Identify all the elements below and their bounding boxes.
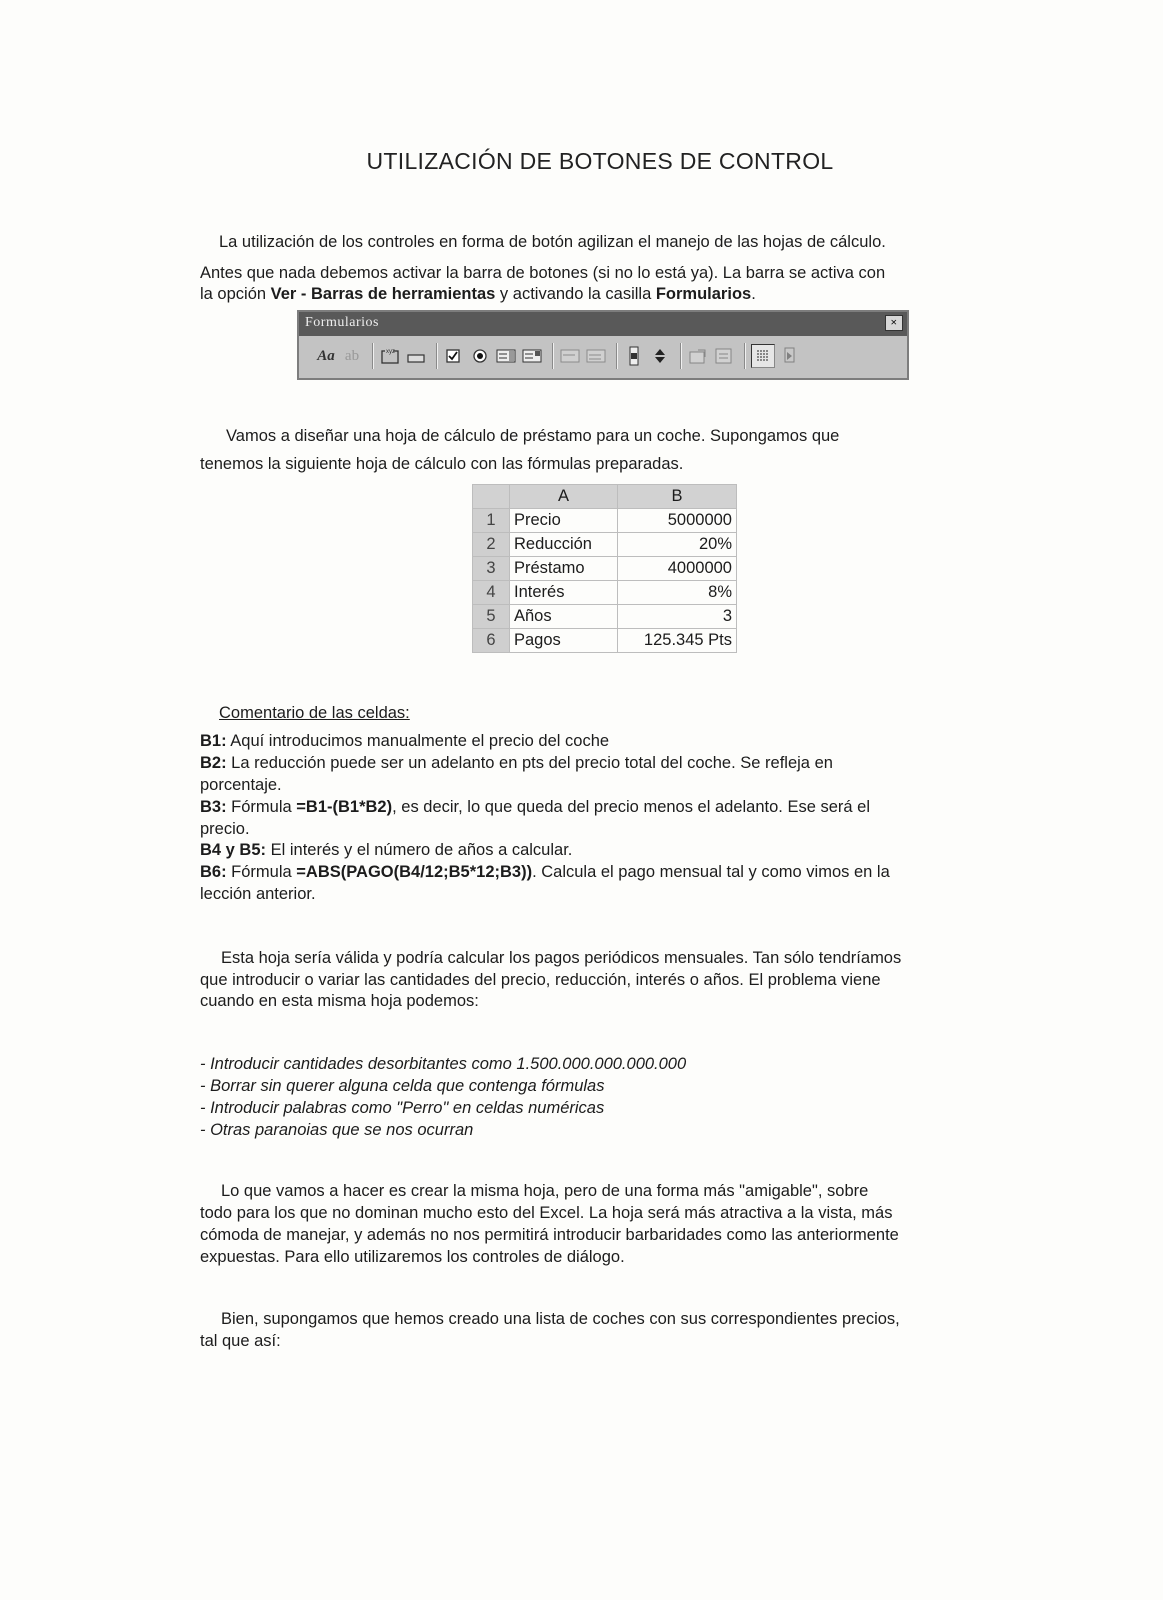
combo-dropdown-edit-icon[interactable] [585,345,607,367]
toggle-grid-icon[interactable] [751,344,775,368]
table-row [473,581,737,605]
row-header: 3 [473,557,510,581]
para2-line-1: Vamos a diseñar una hoja de cálculo de préstamo para un coche. Supongamos que [226,427,840,445]
menu-path: Ver - Barras de herramientas [270,285,496,303]
table-row [473,605,737,629]
intro-line-2: Antes que nada debemos activar la barra de botones (si no lo está ya). La barra se activa con [200,264,886,282]
para5-line-2: tal que así: [200,1332,281,1350]
row-header: 4 [473,581,510,605]
formularios-toolbar [297,310,909,380]
list-item: - Introducir palabras como "Perro" en celdas numéricas [200,1099,605,1117]
cell-ref: B6: [200,863,227,881]
cell-a6: Pagos [510,629,618,653]
list-item: - Introducir cantidades desorbitantes como 1.500.000.000.000.000 [200,1055,687,1073]
table-row [473,509,737,533]
toolbar-separator [616,343,618,369]
cell-ref: B2: [200,754,227,772]
comments-heading: Comentario de las celdas: [219,704,410,722]
label-icon[interactable]: Aa [317,347,335,364]
combo-list-edit-icon[interactable] [559,345,581,367]
intro-line-3 [200,284,756,305]
cell-a4: Interés [510,581,618,605]
comment-text: La reducción puede ser un adelanto en pts del precio total del coche. Se refleja en [226,754,833,772]
cell-ref: B3: [200,798,227,816]
svg-text:xyz: xyz [386,349,395,355]
list-box-icon[interactable] [495,345,517,367]
close-icon[interactable]: × [885,315,903,331]
comment-text: El interés y el número de años a calcular. [266,841,573,859]
intro-line-1: La utilización de los controles en forma de botón agilizan el manejo de las hojas de cálculo. [219,233,886,251]
loan-spreadsheet [472,484,737,653]
formula: =B1-(B1*B2) [296,798,393,816]
row-header: 6 [473,629,510,653]
edit-box-icon[interactable]: ab [344,347,360,364]
toolbar-title: Formularios [305,315,379,330]
spinner-icon[interactable] [649,345,671,367]
para4-line-4: expuestas. Para ello utilizaremos los controles de diálogo. [200,1248,625,1266]
checkbox-name: Formularios [655,285,752,303]
option-button-icon[interactable] [469,345,491,367]
toolbar-separator [372,343,374,369]
cell-b4: 8% [618,581,737,605]
comment-b2 [200,753,833,774]
sheet-header-row [473,485,737,509]
list-item: - Otras paranoias que se nos ocurran [200,1121,474,1139]
toolbar-separator [552,343,554,369]
control-properties-icon[interactable] [687,345,709,367]
para4-line-2: todo para los que no dominan mucho esto del Excel. La hoja será más atractiva a la vista, más [200,1204,893,1222]
cell-ref: B4 y B5: [200,841,267,859]
para5-line-1: Bien, supongamos que hemos creado una lista de coches con sus correspondientes precios, [221,1310,900,1328]
para3-line-2: que introducir o variar las cantidades del precio, reducción, interés o años. El problema viene [200,971,881,989]
comment-text: Aquí introducimos manualmente el precio del coche [226,732,610,750]
comment-text: Fórmula [226,863,297,881]
checkbox-icon[interactable] [443,345,465,367]
cell-b5: 3 [618,605,737,629]
scroll-bar-icon[interactable] [623,345,645,367]
cell-a3: Préstamo [510,557,618,581]
comment-b6-cont: lección anterior. [200,885,316,903]
run-dialog-icon[interactable] [779,345,801,367]
column-header-b: B [618,485,737,509]
comment-text: . Calcula el pago mensual tal y como vimos en la [532,863,890,881]
edit-code-icon[interactable] [713,345,735,367]
table-row [473,629,737,653]
button-icon[interactable] [405,345,427,367]
row-header: 5 [473,605,510,629]
comment-b4-b5 [200,840,572,861]
toolbar-separator [744,343,746,369]
comment-b3 [200,797,870,818]
para4-line-3: cómoda de manejar, y además no nos permitirá introducir barbaridades como las anteriormente [200,1226,899,1244]
formula: =ABS(PAGO(B4/12;B5*12;B3)) [296,863,533,881]
cell-b2: 20% [618,533,737,557]
toolbar-buttons [299,336,907,376]
cell-a1: Precio [510,509,618,533]
table-row [473,557,737,581]
intro-text: la opción [200,285,271,303]
comment-text: Fórmula [226,798,297,816]
cell-b1: 5000000 [618,509,737,533]
cell-ref: B1: [200,732,227,750]
list-item: - Borrar sin querer alguna celda que contenga fórmulas [200,1077,605,1095]
row-header: 1 [473,509,510,533]
para2-line-2: tenemos la siguiente hoja de cálculo con las fórmulas preparadas. [200,455,684,473]
row-header: 2 [473,533,510,557]
cell-a2: Reducción [510,533,618,557]
table-row [473,533,737,557]
intro-text: . [751,285,756,303]
toolbar-separator [436,343,438,369]
corner-cell [473,485,510,509]
comment-b3-cont: precio. [200,820,250,838]
group-box-icon[interactable] [379,345,401,367]
comment-b2-cont: porcentaje. [200,776,282,794]
cell-b6: 125.345 Pts [618,629,737,653]
comment-b1 [200,731,609,752]
intro-text: y activando la casilla [495,285,656,303]
combo-box-icon[interactable] [521,345,543,367]
toolbar-separator [680,343,682,369]
para4-line-1: Lo que vamos a hacer es crear la misma hoja, pero de una forma más "amigable", sobre [221,1182,869,1200]
cell-b3: 4000000 [618,557,737,581]
para3-line-1: Esta hoja sería válida y podría calcular los pagos periódicos mensuales. Tan sólo tendríamos [221,949,902,967]
toolbar-titlebar [299,312,907,336]
cell-a5: Años [510,605,618,629]
comment-text: , es decir, lo que queda del precio menos el adelanto. Ese será el [392,798,870,816]
page-title: UTILIZACIÓN DE BOTONES DE CONTROL [366,148,834,174]
comment-b6 [200,862,890,883]
column-header-a: A [510,485,618,509]
para3-line-3: cuando en esta misma hoja podemos: [200,992,479,1010]
